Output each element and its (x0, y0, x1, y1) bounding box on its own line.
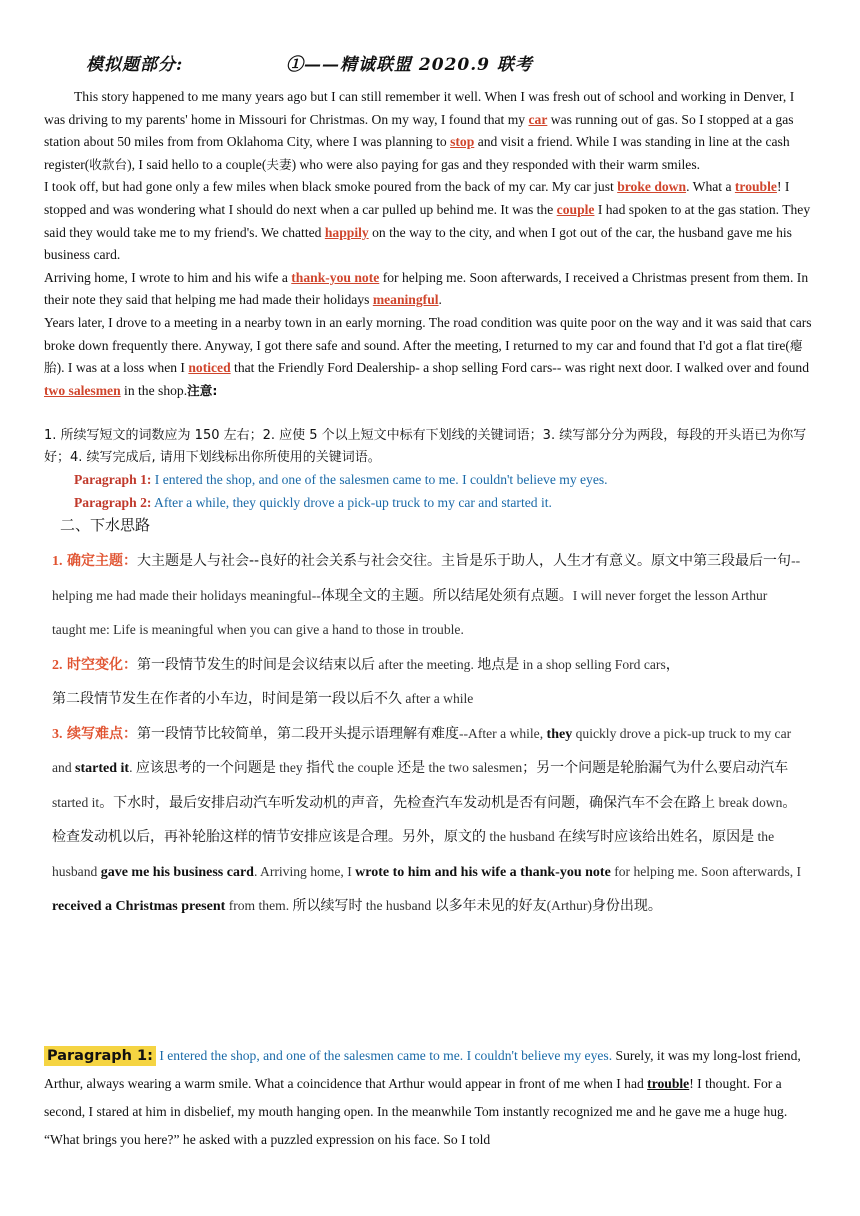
text-run: break down (715, 794, 783, 810)
text-run: 第三段最后一句 (693, 553, 792, 569)
item-heading: 时空变化： (66, 656, 137, 673)
analysis-item-time-space (52, 648, 802, 717)
text-run: ) who were also paying for gas and they responded with their warm smiles. (291, 156, 701, 172)
item-heading: 续写难点： (66, 725, 137, 742)
note-label: 注意: (187, 382, 218, 398)
text-run: 指代 (306, 760, 335, 776)
prompt-text: I entered the shop, and one of the salesmen came to me. I couldn't believe my eyes. (155, 1048, 613, 1063)
text-run: 大主题是人与社会--良好的社会关系与社会交往。主旨是乐于助人，人生才有意义。原文中 (136, 553, 694, 569)
keyword: trouble (734, 179, 777, 195)
prompt-label: Paragraph 2: (74, 494, 152, 510)
text-run: 第二段情节发生在作者的小车边，时间是第一段以后不久 (52, 691, 402, 707)
text-run: from them. (225, 898, 293, 913)
text-run: 在续写时应该给出姓名，原因是 (558, 829, 755, 845)
keyword: car (528, 111, 548, 127)
text-run: the two salesmen (425, 760, 523, 775)
text-run: ). I was at a loss when I (56, 360, 189, 376)
text-run: gave me his business card (100, 864, 254, 880)
text-run: 第一段情节发生的时间是会议结束以后 (136, 656, 375, 673)
analysis-item-difficulty (52, 717, 802, 924)
section-heading: 二、下水思路 (60, 516, 151, 534)
text-run: on the way to the city, and when I got out of the car, the husband gave me his business card. (44, 224, 792, 263)
text-run: . (129, 760, 136, 775)
paragraph-1-prompt (74, 469, 814, 492)
text-run: after the meeting. (374, 656, 478, 672)
text-run: Surely, it was my long-lost friend, Arthur, always wearing a warm smile. What a coincidence that Arthur would appear in front of me when I had (44, 1048, 801, 1091)
text-run: ；另一个问题是轮胎漏气为什么要启动汽车 (522, 760, 789, 776)
text-run: 。下水时，最后安排启动汽车听发动机的声音，先检查汽车发动机是否有问题，确保汽车不会在路上 (99, 794, 716, 811)
title-left: 模拟题部分: (86, 55, 184, 75)
text-run: they (275, 760, 307, 775)
paragraph-2-prompt (74, 492, 814, 515)
text-run: they (546, 726, 573, 742)
text-run: I had spoken to at the gas station. They said they would take me to my friend's. We chatted (44, 201, 811, 240)
text-run: 体现全文的主题。所以结尾处须有点题。 (320, 587, 573, 604)
keyword: broke down (617, 179, 687, 195)
text-run: (Arthur) (546, 898, 592, 913)
text-run: after a while (402, 691, 474, 706)
text-run: started it (52, 794, 100, 810)
item-number: 1. (52, 554, 63, 569)
text-run: 应该思考的一个问题是 (135, 760, 276, 776)
text-run: 还是 (397, 760, 426, 776)
chinese-gloss: 收款台 (89, 156, 128, 172)
text-run: . Arriving home, I (253, 863, 356, 879)
chinese-gloss: 瘪胎 (44, 337, 803, 376)
story-paragraph (44, 312, 812, 402)
text-run: --helping me had made their holidays meaningful-- (52, 553, 801, 603)
analysis-block (52, 544, 802, 924)
title-right: ①——精诚联盟 2020.9 联考 (286, 55, 533, 75)
prompt-text: After a while, they quickly drove a pick-up truck to my car and started it. (151, 494, 552, 510)
story-text (44, 86, 812, 402)
prompt-label: Paragraph 1: (74, 472, 152, 487)
item-number: 2. (52, 657, 63, 673)
text-run: 身份出现。 (591, 898, 662, 914)
text-run: quickly drove a pick-up truck to my car and (52, 725, 792, 775)
keyword: happily (324, 224, 369, 240)
text-run: in the shop. (120, 382, 188, 398)
text-run: started it (75, 761, 130, 776)
text-run: 以多年未见的好友 (434, 898, 547, 914)
text-run: for helping me. Soon afterwards, I (610, 863, 802, 879)
chinese-gloss: 夫妻 (266, 156, 292, 172)
text-run: in a shop selling Ford cars (519, 656, 666, 672)
text-run: . What a (686, 179, 735, 195)
keyword: thank-you note (291, 269, 380, 285)
keyword: stop (450, 134, 475, 150)
sample-paragraph (44, 1042, 812, 1154)
instructions: 1. 所续写短文的词数应为 150 左右；2. 应使 5 个以上短文中标有下划线的关键词语；3. 续写部分分为两段，每段的开头语已为你写好；4. 续写完成后, 请用下划线标出你所使用的关键词语。 (44, 428, 807, 465)
text-run: 所以续写时 (292, 898, 363, 914)
text-run: 第一段情节比较简单，第二段开头提示语理解有难度 (136, 725, 459, 742)
keyword: noticed (188, 360, 231, 376)
text-run: was running out of gas. So I stopped at a gas station about 50 miles from from Oklahoma City, where I was planning to (44, 111, 794, 150)
page-title (86, 50, 533, 75)
text-run: I took off, but had gone only a few miles when black smoke poured from the back of my car. My car just (44, 179, 618, 195)
text-run: wrote to him and his wife a thank-you note (355, 864, 611, 880)
text-run: ! I thought. For a second, I stared at him in disbelief, my mouth hanging open. In the meanwhile Tom instantly recognized me and he gave me a huge hug. “What brings you here?” he asked with a puzzled expression on his face. So I told (44, 1076, 788, 1147)
text-run: ! I stopped and was wondering what I should do next when a car pulled up behind me. It was the (44, 179, 790, 217)
text-run: the husband (52, 829, 775, 879)
keyword: two salesmen (44, 382, 121, 398)
text-run: and visit a friend. While I was standing in line at the cash register( (44, 134, 790, 172)
keyword: trouble (647, 1076, 690, 1091)
paragraph-prompts (74, 469, 814, 514)
text-run: for helping me. Soon afterwards, I received a Christmas present from them. In their note they said that helping me had made their holidays (44, 269, 809, 308)
text-run: Arriving home, I wrote to him and his wife a (44, 269, 292, 285)
item-heading: 确定主题： (66, 553, 137, 569)
text-run: Years later, I drove to a meeting in a nearby town in an early morning. The road condition was quite poor on the way and it was said that cars broke down frequently there. Anyway, I got there safe and sound. After the meeting, I returned to my car and found that I'd got a flat tire( (44, 314, 812, 353)
story-paragraph (44, 86, 812, 176)
item-number: 3. (52, 726, 63, 742)
highlighted-label: Paragraph 1: (44, 1046, 156, 1066)
story-paragraph (44, 176, 812, 266)
text-run: . (438, 292, 442, 308)
text-run: --After a while, (458, 725, 547, 741)
prompt-text: I entered the shop, and one of the salesmen came to me. I couldn't believe my eyes. (151, 472, 608, 487)
text-run: the husband (486, 829, 559, 844)
text-run: 地点是 (477, 656, 520, 673)
keyword: meaningful (372, 292, 439, 308)
text-run: This story happened to me many years ago but I can still remember it well. When I was fresh out of school and working in Denver, I was driving to my parents' home in Missouri for Christmas. On my way, I found that my (44, 89, 795, 127)
keyword: couple (556, 201, 595, 217)
text-run: the husband (362, 898, 435, 913)
story-paragraph (44, 267, 812, 312)
text-run: the couple (334, 760, 398, 775)
sample-paragraph-text (44, 1042, 812, 1154)
text-run: I will never forget the lesson Arthur taught me: Life is meaningful when you can give a hand to those in trouble. (52, 587, 768, 637)
text-run: that the Friendly Ford Dealership- a shop selling Ford cars-- was right next door. I walked over and found (230, 360, 809, 376)
analysis-item-theme (52, 544, 802, 648)
text-run: ), I said hello to a couple( (127, 156, 267, 172)
text-run: received a Christmas present (52, 899, 226, 914)
text-run: ， (665, 656, 680, 673)
text-run: 。检查发动机以后，再补轮胎这样的情节安排应该是合理。另外，原文的 (52, 794, 797, 845)
